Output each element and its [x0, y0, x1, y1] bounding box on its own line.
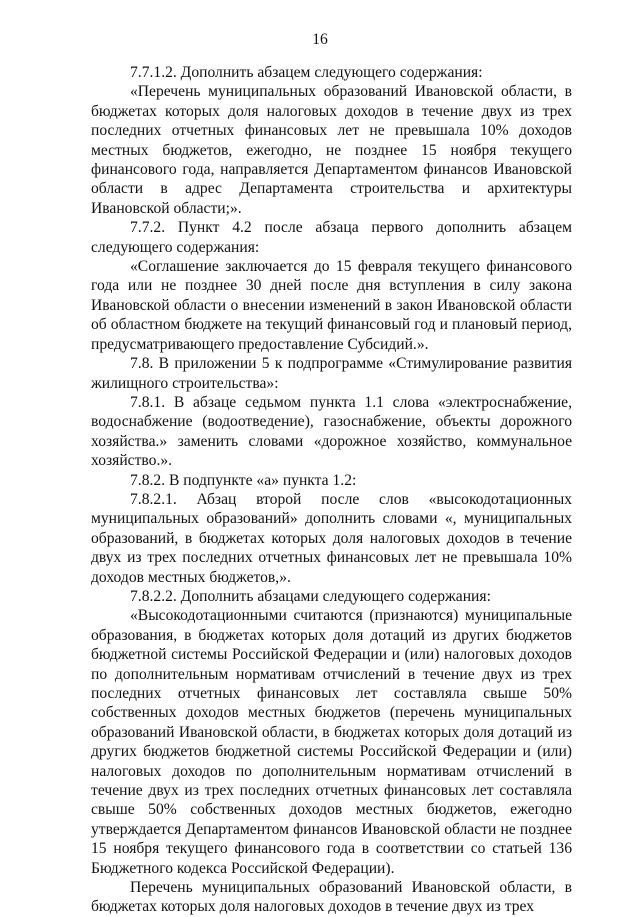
paragraph-7-8: 7.8. В приложении 5 к подпрограмме «Стимулирование развития жилищного строительства»:	[91, 355, 572, 392]
paragraph-7-8-2-2: 7.8.2.2. Дополнить абзацами следующего содержания:	[130, 587, 491, 605]
paragraph-7-8-2: 7.8.2. В подпункте «а» пункта 1.2:	[130, 471, 357, 489]
paragraph-quote-agreement: «Соглашение заключается до 15 февраля текущего финансового года или не позднее 30 дней после дня вступления в силу закона Ивановской области о внесении изменений в закон Ивановской области об областном бюджете на текущий финансовый год и плановый период, предусматривающего предоставление Субсидий.».	[91, 258, 572, 353]
paragraph-7-7-2: 7.7.2. Пункт 4.2 после абзаца первого дополнить абзацем следующего содержания:	[91, 219, 572, 256]
paragraph-quote-tax-revenue-list: «Перечень муниципальных образований Ивановской области, в бюджетах которых доля налоговых доходов в течение двух из трех последних отчетных финансовых лет не превышала 10% доходов местных бюджетов, ежегодно, не позднее 15 ноября текущего финансового года, направляется Департаментом финансов Ивановской области в адрес Департамента строительства и архитектуры Ивановской области;».	[91, 83, 572, 217]
paragraph-7-7-1-2: 7.7.1.2. Дополнить абзацем следующего содержания:	[130, 64, 483, 81]
paragraph-list-continued: Перечень муниципальных образований Ивановской области, в бюджетах которых доля налоговых доходов в течение двух из трех	[91, 879, 572, 916]
paragraph-quote-high-subsidy: «Высокодотационными считаются (признаются) муниципальные образования, в бюджетах которых доля дотаций из других бюджетов бюджетной системы Российской Федерации и (или) налоговых доходов по дополнительным нормативам отчислений в течение двух из трех последних отчетных финансовых лет составляла свыше 50% собственных доходов местных бюджетов (перечень муниципальных образований Ивановской области, в бюджетах которых доля дотаций из других бюджетов бюджетной системы Российской Федерации и (или) налоговых доходов по дополнительным нормативам отчислений в течение двух из трех последних отчетных финансовых лет составляла свыше 50% собственных доходов местных бюджетов, ежегодно утверждается Департаментом финансов Ивановской области не позднее 15 ноября текущего финансового года в соответствии со статьей 136 Бюджетного кодекса Российской Федерации).	[91, 607, 572, 877]
paragraph-7-8-1: 7.8.1. В абзаце седьмом пункта 1.1 слова «электроснабжение, водоснабжение (водоотведение), газоснабжение, объекты дорожного хозяйства.» заменить словами «дорожное хозяйство, коммунальное хозяйство.».	[91, 393, 572, 470]
paragraph-7-8-2-1: 7.8.2.1. Абзац второй после слов «высокодотационных муниципальных образований» дополнить словами «, муниципальных образований, в бюджетах которых доля налоговых доходов в течение двух из трех последних отчетных финансовых лет не превышала 10% доходов местных бюджетов,».	[91, 490, 572, 586]
document-body	[91, 63, 572, 917]
page-number: 16	[312, 31, 328, 48]
